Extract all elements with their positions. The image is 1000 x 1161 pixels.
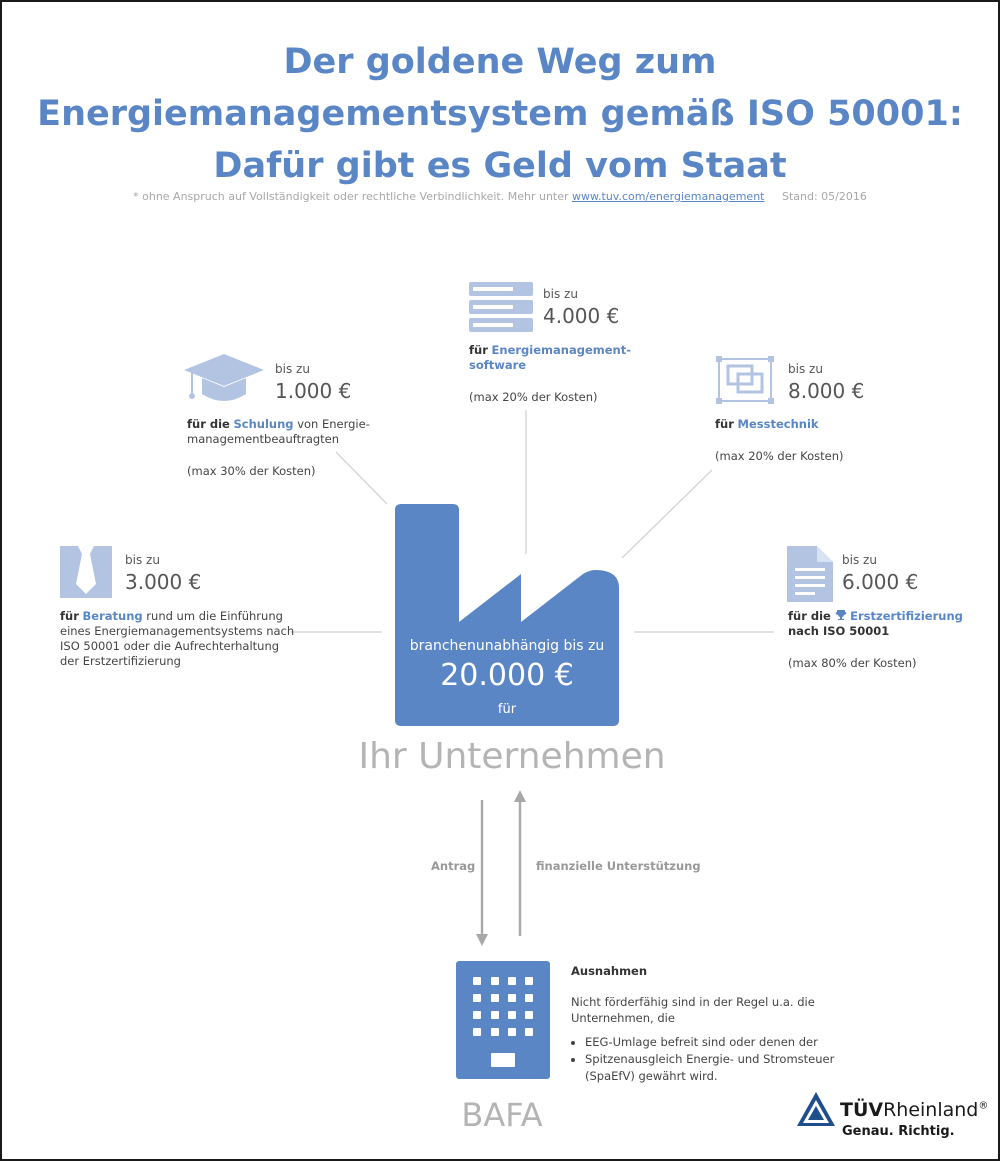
zertifizierung-upto: bis zu	[842, 553, 877, 567]
software-note: (max 20% der Kosten)	[469, 390, 598, 404]
factory-amount: 20.000 €	[440, 658, 574, 693]
zertifizierung-amount: 6.000 €	[842, 570, 919, 594]
list-item: • Spitzenausgleich Energie- und Stromsteuer	[585, 1051, 865, 1067]
software-upto: bis zu	[543, 287, 578, 301]
tie-icon	[60, 546, 112, 598]
schulung-desc: für die Schulung von Energie- managementbeauftragten	[187, 417, 370, 446]
tuv-slogan: Genau. Richtig.	[842, 1124, 955, 1139]
measurement-icon	[714, 354, 776, 406]
server-icon	[469, 282, 533, 332]
messtechnik-desc: für Messtechnik	[715, 417, 819, 431]
schulung-note: (max 30% der Kosten)	[187, 464, 316, 478]
factory-line3: für	[497, 702, 517, 717]
zertifizierung-note: (max 80% der Kosten)	[788, 656, 917, 670]
tuv-logo-icon	[797, 1092, 835, 1126]
bafa-building-icon	[456, 961, 550, 1079]
beratung-upto: bis zu	[125, 553, 160, 567]
website-link[interactable]: www.tuv.com/energiemanagement	[572, 190, 765, 203]
trophy-icon	[835, 609, 847, 621]
arrow-label-antrag: Antrag	[431, 859, 476, 873]
zertifizierung-desc: für die Erstzertifizierung nach ISO 50001	[788, 609, 963, 638]
page-title: Der goldene Weg zum Energiemanagementsystem gemäß ISO 50001: Dafür gibt es Geld vom Staat	[37, 42, 963, 186]
beratung-amount: 3.000 €	[125, 570, 202, 594]
bafa-label: BAFA	[461, 1096, 543, 1134]
software-desc: für Energiemanagement- software	[469, 343, 631, 372]
messtechnik-note: (max 20% der Kosten)	[715, 449, 844, 463]
line-messtechnik	[622, 470, 712, 558]
software-amount: 4.000 €	[543, 304, 620, 328]
beratung-desc: für Beratung rund um die Einführung eines Energiemanagementsystems nach ISO 50001 oder die Aufrechterhaltung der Erstzertifizierung	[60, 609, 295, 668]
tuv-brand: TÜVRheinland®	[840, 1099, 989, 1121]
schulung-amount: 1.000 €	[275, 379, 352, 403]
arrow-label-support: finanzielle Unterstützung	[536, 859, 701, 873]
messtechnik-upto: bis zu	[788, 362, 823, 376]
factory-line1: branchenunabhängig bis zu	[409, 638, 605, 654]
document-icon	[787, 546, 833, 602]
company-label: Ihr Unternehmen	[358, 736, 666, 777]
schulung-upto: bis zu	[275, 362, 310, 376]
exceptions-heading: Ausnahmen	[571, 964, 648, 978]
disclaimer: * ohne Anspruch auf Vollständigkeit oder rechtliche Verbindlichkeit. Mehr unter www.tuv.com/energiemanagement Stand: 05/2016	[133, 190, 867, 203]
line-schulung	[336, 452, 387, 504]
factory-icon	[395, 504, 619, 728]
exceptions-intro: Nicht förderfähig sind in der Regel u.a. die Unternehmen, die	[571, 995, 815, 1025]
exceptions-list	[571, 1034, 865, 1085]
list-item: • EEG-Umlage befreit sind oder denen der	[585, 1034, 865, 1050]
graduation-cap-icon	[184, 354, 264, 410]
list-item: (SpaEfV) gewährt wird.	[585, 1069, 718, 1083]
arrow-up	[514, 790, 526, 936]
messtechnik-amount: 8.000 €	[788, 379, 865, 403]
arrow-down	[476, 800, 488, 946]
